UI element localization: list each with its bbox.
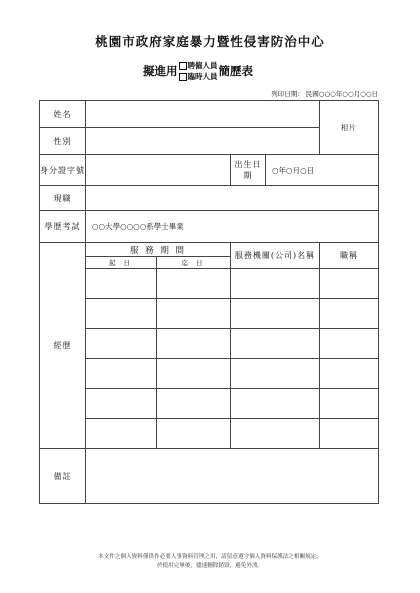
start-date-header: 起 日 xyxy=(86,257,157,269)
job-title-header: 職稱 xyxy=(320,243,379,269)
experience-row xyxy=(40,269,379,299)
experience-end-cell[interactable] xyxy=(157,389,231,419)
document-title: 桃園市政府家庭暴力暨性侵害防治中心 xyxy=(95,34,325,49)
photo-area: 相片 xyxy=(320,101,379,155)
experience-start-cell[interactable] xyxy=(86,359,157,389)
org-name-header: 服務機關(公司)名稱 xyxy=(231,243,320,269)
experience-org-cell[interactable] xyxy=(231,329,320,359)
experience-row xyxy=(40,299,379,329)
subtitle-prefix: 擬進用 xyxy=(143,64,178,78)
name-field[interactable] xyxy=(86,101,320,128)
experience-end-cell[interactable] xyxy=(157,329,231,359)
name-row xyxy=(40,101,379,128)
dob-field[interactable]: ○年○月○日 xyxy=(266,155,379,186)
experience-end-cell[interactable] xyxy=(157,419,231,449)
remarks-row xyxy=(40,449,379,504)
experience-org-cell[interactable] xyxy=(231,419,320,449)
current-job-field[interactable] xyxy=(86,186,379,211)
education-row xyxy=(40,211,379,243)
option-label-temporary: 臨時人員 xyxy=(187,72,218,81)
experience-title-cell[interactable] xyxy=(320,419,379,449)
experience-title-cell[interactable] xyxy=(320,299,379,329)
gender-label: 性別 xyxy=(40,128,86,155)
experience-org-cell[interactable] xyxy=(231,269,320,299)
experience-row xyxy=(40,329,379,359)
experience-org-cell[interactable] xyxy=(231,389,320,419)
print-date: 列印日期： 民國○○○年○○月○○日 xyxy=(271,90,378,98)
experience-start-cell[interactable] xyxy=(86,329,157,359)
experience-start-cell[interactable] xyxy=(86,299,157,329)
name-label: 姓名 xyxy=(40,101,86,128)
education-field[interactable]: ○○大學○○○○系學士畢業 xyxy=(86,211,379,243)
end-date-header: 迄 日 xyxy=(157,257,231,269)
experience-title-cell[interactable] xyxy=(320,389,379,419)
education-label: 學歷考試 xyxy=(40,211,86,243)
experience-row xyxy=(40,389,379,419)
remarks-label: 備註 xyxy=(40,449,86,504)
experience-org-cell[interactable] xyxy=(231,359,320,389)
resume-form-table xyxy=(39,100,379,504)
privacy-notice-line-1: 本文件之個人資料僅供作必要人事資料管理之用，請留意遵守個人資料保護法之相關規定。 xyxy=(98,554,322,560)
experience-start-cell[interactable] xyxy=(86,269,157,299)
experience-title-cell[interactable] xyxy=(320,269,379,299)
option-label-contract: 聘僱人員 xyxy=(187,61,218,70)
hire-type-option-temporary[interactable] xyxy=(179,71,218,82)
current-job-label: 現職 xyxy=(40,186,86,211)
checkbox-temporary[interactable] xyxy=(179,73,187,81)
service-period-header: 服 務 期 間 xyxy=(86,243,231,257)
form-subtitle xyxy=(143,58,253,84)
checkbox-contract[interactable] xyxy=(179,62,187,70)
experience-header-row xyxy=(40,243,379,257)
experience-row xyxy=(40,359,379,389)
experience-org-cell[interactable] xyxy=(231,299,320,329)
hire-type-option-contract[interactable] xyxy=(179,60,218,71)
subtitle-suffix: 簡歷表 xyxy=(218,64,253,78)
experience-end-cell[interactable] xyxy=(157,269,231,299)
experience-end-cell[interactable] xyxy=(157,359,231,389)
id-number-label: 身分證字號 xyxy=(40,155,86,186)
experience-start-cell[interactable] xyxy=(86,389,157,419)
experience-title-cell[interactable] xyxy=(320,359,379,389)
id-number-field[interactable] xyxy=(86,155,231,186)
experience-end-cell[interactable] xyxy=(157,299,231,329)
experience-title-cell[interactable] xyxy=(320,329,379,359)
privacy-notice xyxy=(0,553,420,571)
gender-field[interactable] xyxy=(86,128,320,155)
dob-label: 出生日期 xyxy=(231,155,266,186)
experience-row xyxy=(40,419,379,449)
experience-label: 經歷 xyxy=(40,243,86,449)
experience-start-cell[interactable] xyxy=(86,419,157,449)
privacy-notice-line-2: 於使用完畢後，儘速刪除銷毀，避免外洩。 xyxy=(156,563,264,569)
remarks-field[interactable] xyxy=(86,449,379,504)
hire-type-options xyxy=(179,60,218,82)
id-dob-row xyxy=(40,155,379,186)
current-job-row xyxy=(40,186,379,211)
